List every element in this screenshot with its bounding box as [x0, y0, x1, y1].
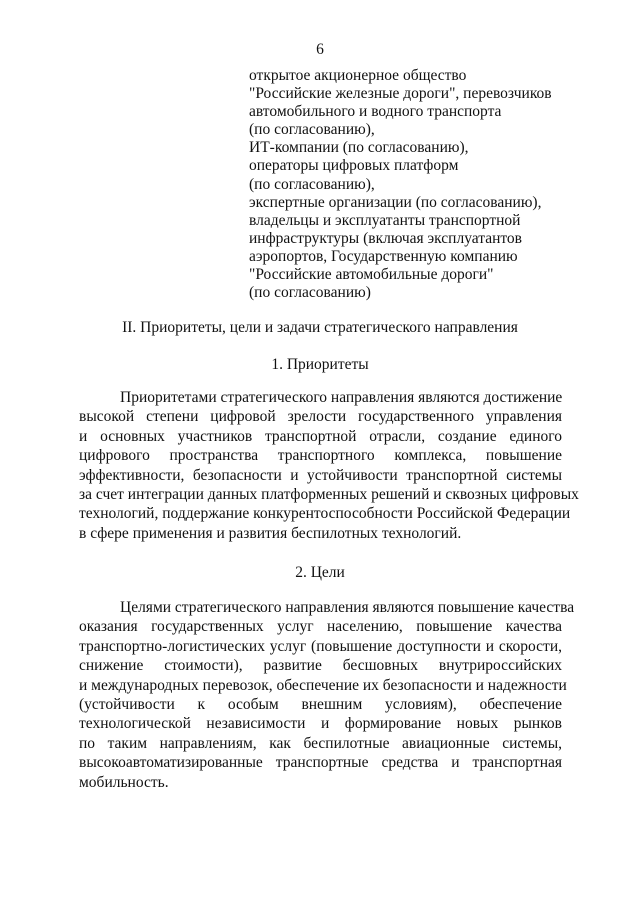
paragraph-line: Приоритетами стратегического направления являются достижение	[120, 389, 563, 406]
participants-line: операторы цифровых платформ	[249, 157, 459, 175]
participants-list	[249, 67, 579, 302]
participants-line: открытое акционерное общество	[249, 67, 467, 84]
participants-line: владельцы и эксплуатанты транспортной	[249, 211, 521, 229]
participants-line: (по согласованию)	[249, 284, 371, 302]
paragraph-line: в сфере применения и развития беспилотных технологий.	[79, 524, 462, 542]
participants-line: инфраструктуры (включая эксплуатантов	[249, 229, 523, 247]
participants-line: (по согласованию),	[249, 121, 375, 139]
paragraph-line: мобильность.	[79, 773, 169, 791]
participants-line: экспертные организации (по согласованию),	[249, 193, 542, 211]
participants-line: "Российские автомобильные дороги"	[249, 266, 494, 284]
paragraph-line: Целями стратегического направления являются повышение качества	[120, 599, 575, 616]
paragraph-line: транспортно-логистических услуг (повышение доступности и скорости,	[79, 637, 562, 655]
paragraph-line: снижение стоимости), развитие бесшовных внутрироссийских	[79, 657, 562, 675]
participants-line: "Российские железные дороги", перевозчиков	[249, 85, 552, 103]
participants-line: автомобильного и водного транспорта	[249, 103, 502, 121]
paragraph-line: высокоавтоматизированные транспортные средства и транспортная	[79, 754, 562, 772]
priorities-paragraph	[79, 388, 579, 543]
paragraph-line: технологий, поддержание конкурентоспособности Российской Федерации	[79, 505, 571, 523]
paragraph-line: высокой степени цифровой зрелости государственного управления	[79, 408, 562, 426]
paragraph-line: (устойчивости к особым внешним условиям), обеспечение	[79, 695, 562, 713]
paragraph-line: технологической независимости и формирование новых рынков	[79, 715, 562, 733]
paragraph-line: и основных участников транспортной отрасли, создание единого	[79, 427, 562, 445]
paragraph-line: и международных перевозок, обеспечение их безопасности и надежности	[79, 676, 567, 694]
paragraph-line: эффективности, безопасности и устойчивости транспортной системы	[79, 466, 562, 484]
paragraph-line: оказания государственных услуг населению, повышение качества	[79, 618, 562, 636]
paragraph-line: по таким направлениям, как беспилотные авиационные системы,	[79, 734, 562, 752]
paragraph-line: цифрового пространства транспортного комплекса, повышение	[79, 447, 562, 465]
section-heading: II. Приоритеты, цели и задачи стратегического направления	[122, 319, 518, 336]
participants-line: ИТ-компании (по согласованию),	[249, 139, 469, 157]
participants-line: аэропортов, Государственную компанию	[249, 247, 518, 265]
page-number: 6	[316, 41, 324, 58]
priorities-heading: 1. Приоритеты	[271, 356, 369, 373]
goals-paragraph	[79, 598, 575, 792]
paragraph-line: за счет интеграции данных платформенных решений и сквозных цифровых	[79, 485, 579, 503]
participants-line: (по согласованию),	[249, 175, 375, 193]
goals-heading: 2. Цели	[295, 564, 345, 581]
